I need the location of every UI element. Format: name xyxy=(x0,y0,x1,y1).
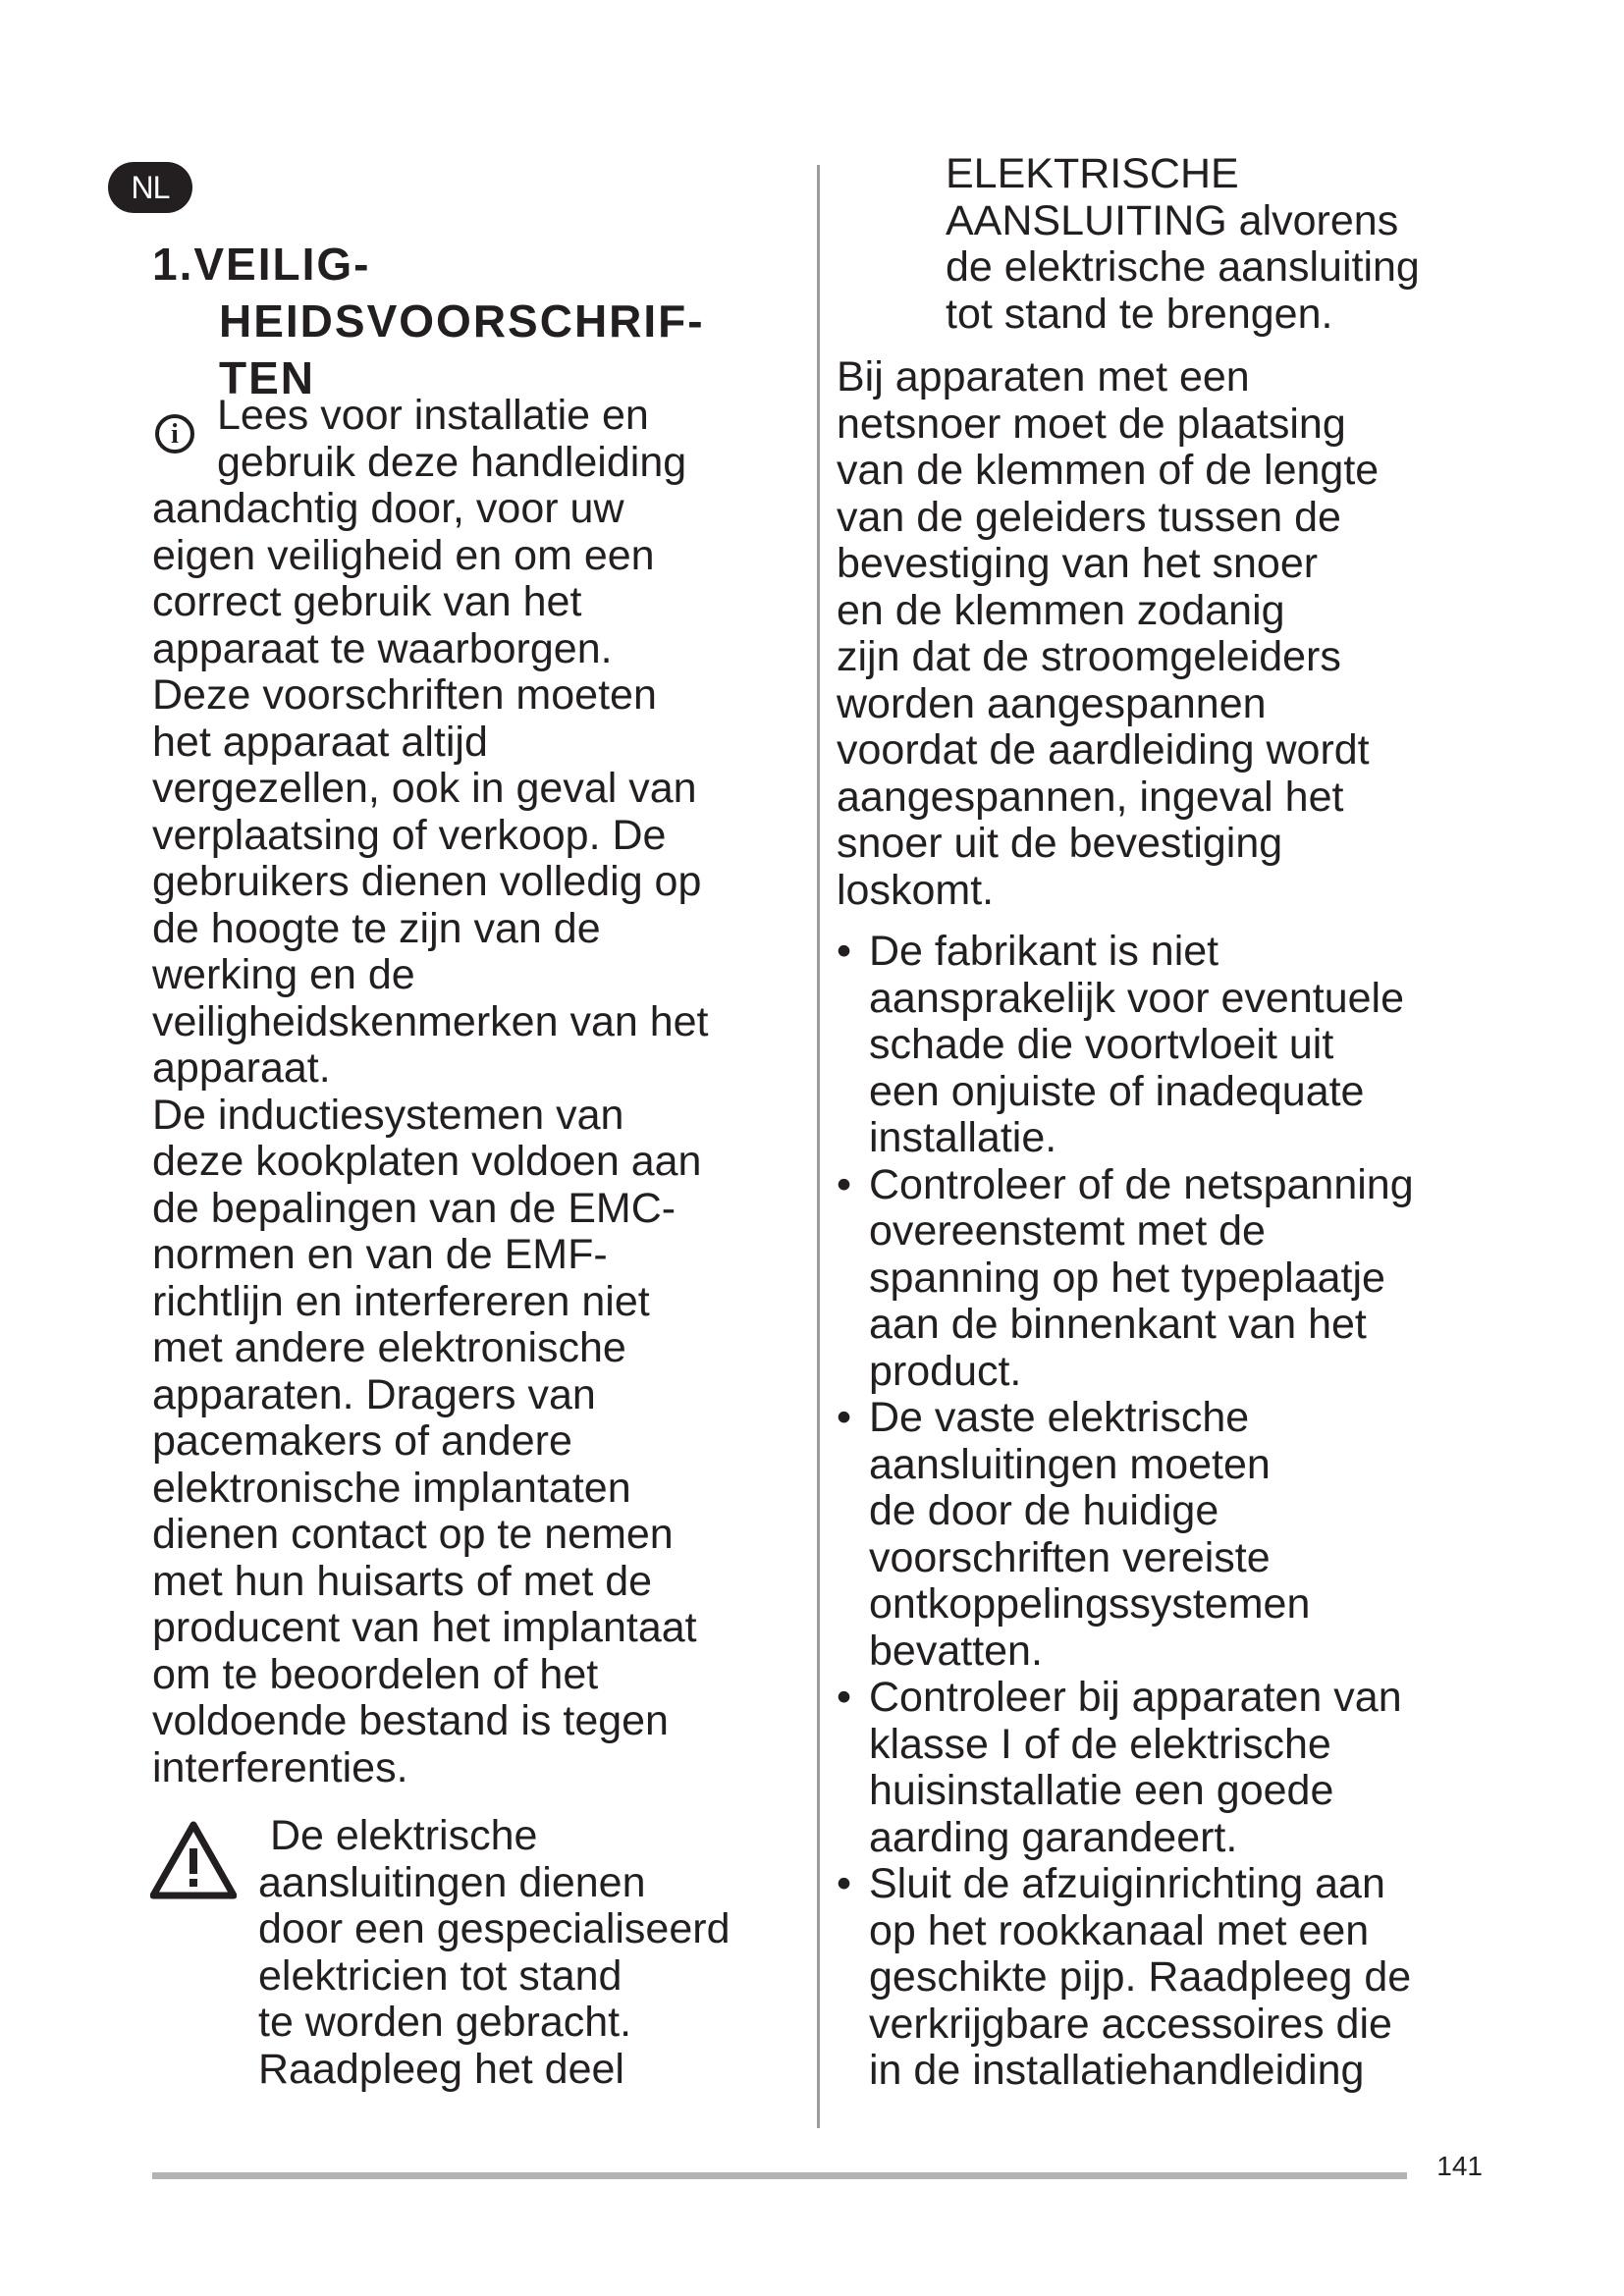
heading-line: TEN xyxy=(219,352,315,403)
intro-paragraph: aandachtig door, voor uw eigen veiligheid en om een correct gebruik van het apparaat te waarborgen. Deze voorschriften moeten het apparaat altijd vergezellen, ook in geval van verplaatsing of verkoop. De gebruikers dienen volledig op de hoogte te zijn van de werking en de veiligheidskenmerken van het apparaat. De inductiesystemen van deze kookplaten voldoen aan de bepalingen van de EMC- normen en van de EMF- richtlijn en interfereren niet met andere elektronische apparaten. Dragers van pacemakers of andere elektronische implantaten dienen contact op te nemen met hun huisarts of met de producent van het implantaat om te beoordelen of het voldoende bestand is tegen interferenties. xyxy=(152,485,709,1791)
column-divider xyxy=(817,165,820,2128)
page-number: 141 xyxy=(1436,2151,1483,2181)
continuation-text: ELEKTRISCHE AANSLUITING alvorens de elektrische aansluiting tot stand te brengen. xyxy=(946,150,1420,338)
heading-line: HEIDSVOORSCHRIF- xyxy=(219,295,705,347)
list-item: • Controleer of de netspanning overeenstemt met de spanning op het typeplaatje aan de binnenkant van het product. xyxy=(837,1162,1494,1396)
footer-rule xyxy=(152,2172,1407,2179)
info-icon: i xyxy=(155,414,194,454)
section-heading xyxy=(152,236,781,406)
warning-text: De elektrische aansluitingen dienen door een gespecialiseerd elektricien tot stand te worden gebracht. Raadpleeg het deel xyxy=(258,1812,731,2093)
intro-first-lines: Lees voor installatie en gebruik deze handleiding xyxy=(217,392,687,486)
list-item: • Sluit de afzuiginrichting aan op het rookkanaal met een geschikte pijp. Raadpleeg de verkrijgbare accessoires die in de installatiehandleiding xyxy=(837,1861,1494,2095)
language-badge: NL xyxy=(108,162,192,213)
list-item: • Controleer bij apparaten van klasse I of de elektrische huisinstallatie een goede aarding garandeert. xyxy=(837,1675,1494,1861)
list-item: • De vaste elektrische aansluitingen moeten de door de huidige voorschriften vereiste ontkoppelingssystemen bevatten. xyxy=(837,1395,1494,1675)
heading-line: 1.VEILIG- xyxy=(152,239,371,290)
warning-icon xyxy=(150,1821,237,1899)
list-item: • De fabrikant is niet aansprakelijk voor eventuele schade die voortvloeit uit een onjuiste of inadequate installatie. xyxy=(837,929,1494,1162)
right-paragraph: Bij apparaten met een netsnoer moet de plaatsing van de klemmen of de lengte van de geleiders tussen de bevestiging van het snoer en de klemmen zodanig zijn dat de stroomgeleiders worden aangespannen voordat de aardleiding wordt aangespannen, ingeval het snoer uit de bevestiging loskomt. xyxy=(837,353,1380,914)
bullet-list xyxy=(837,929,1494,2095)
